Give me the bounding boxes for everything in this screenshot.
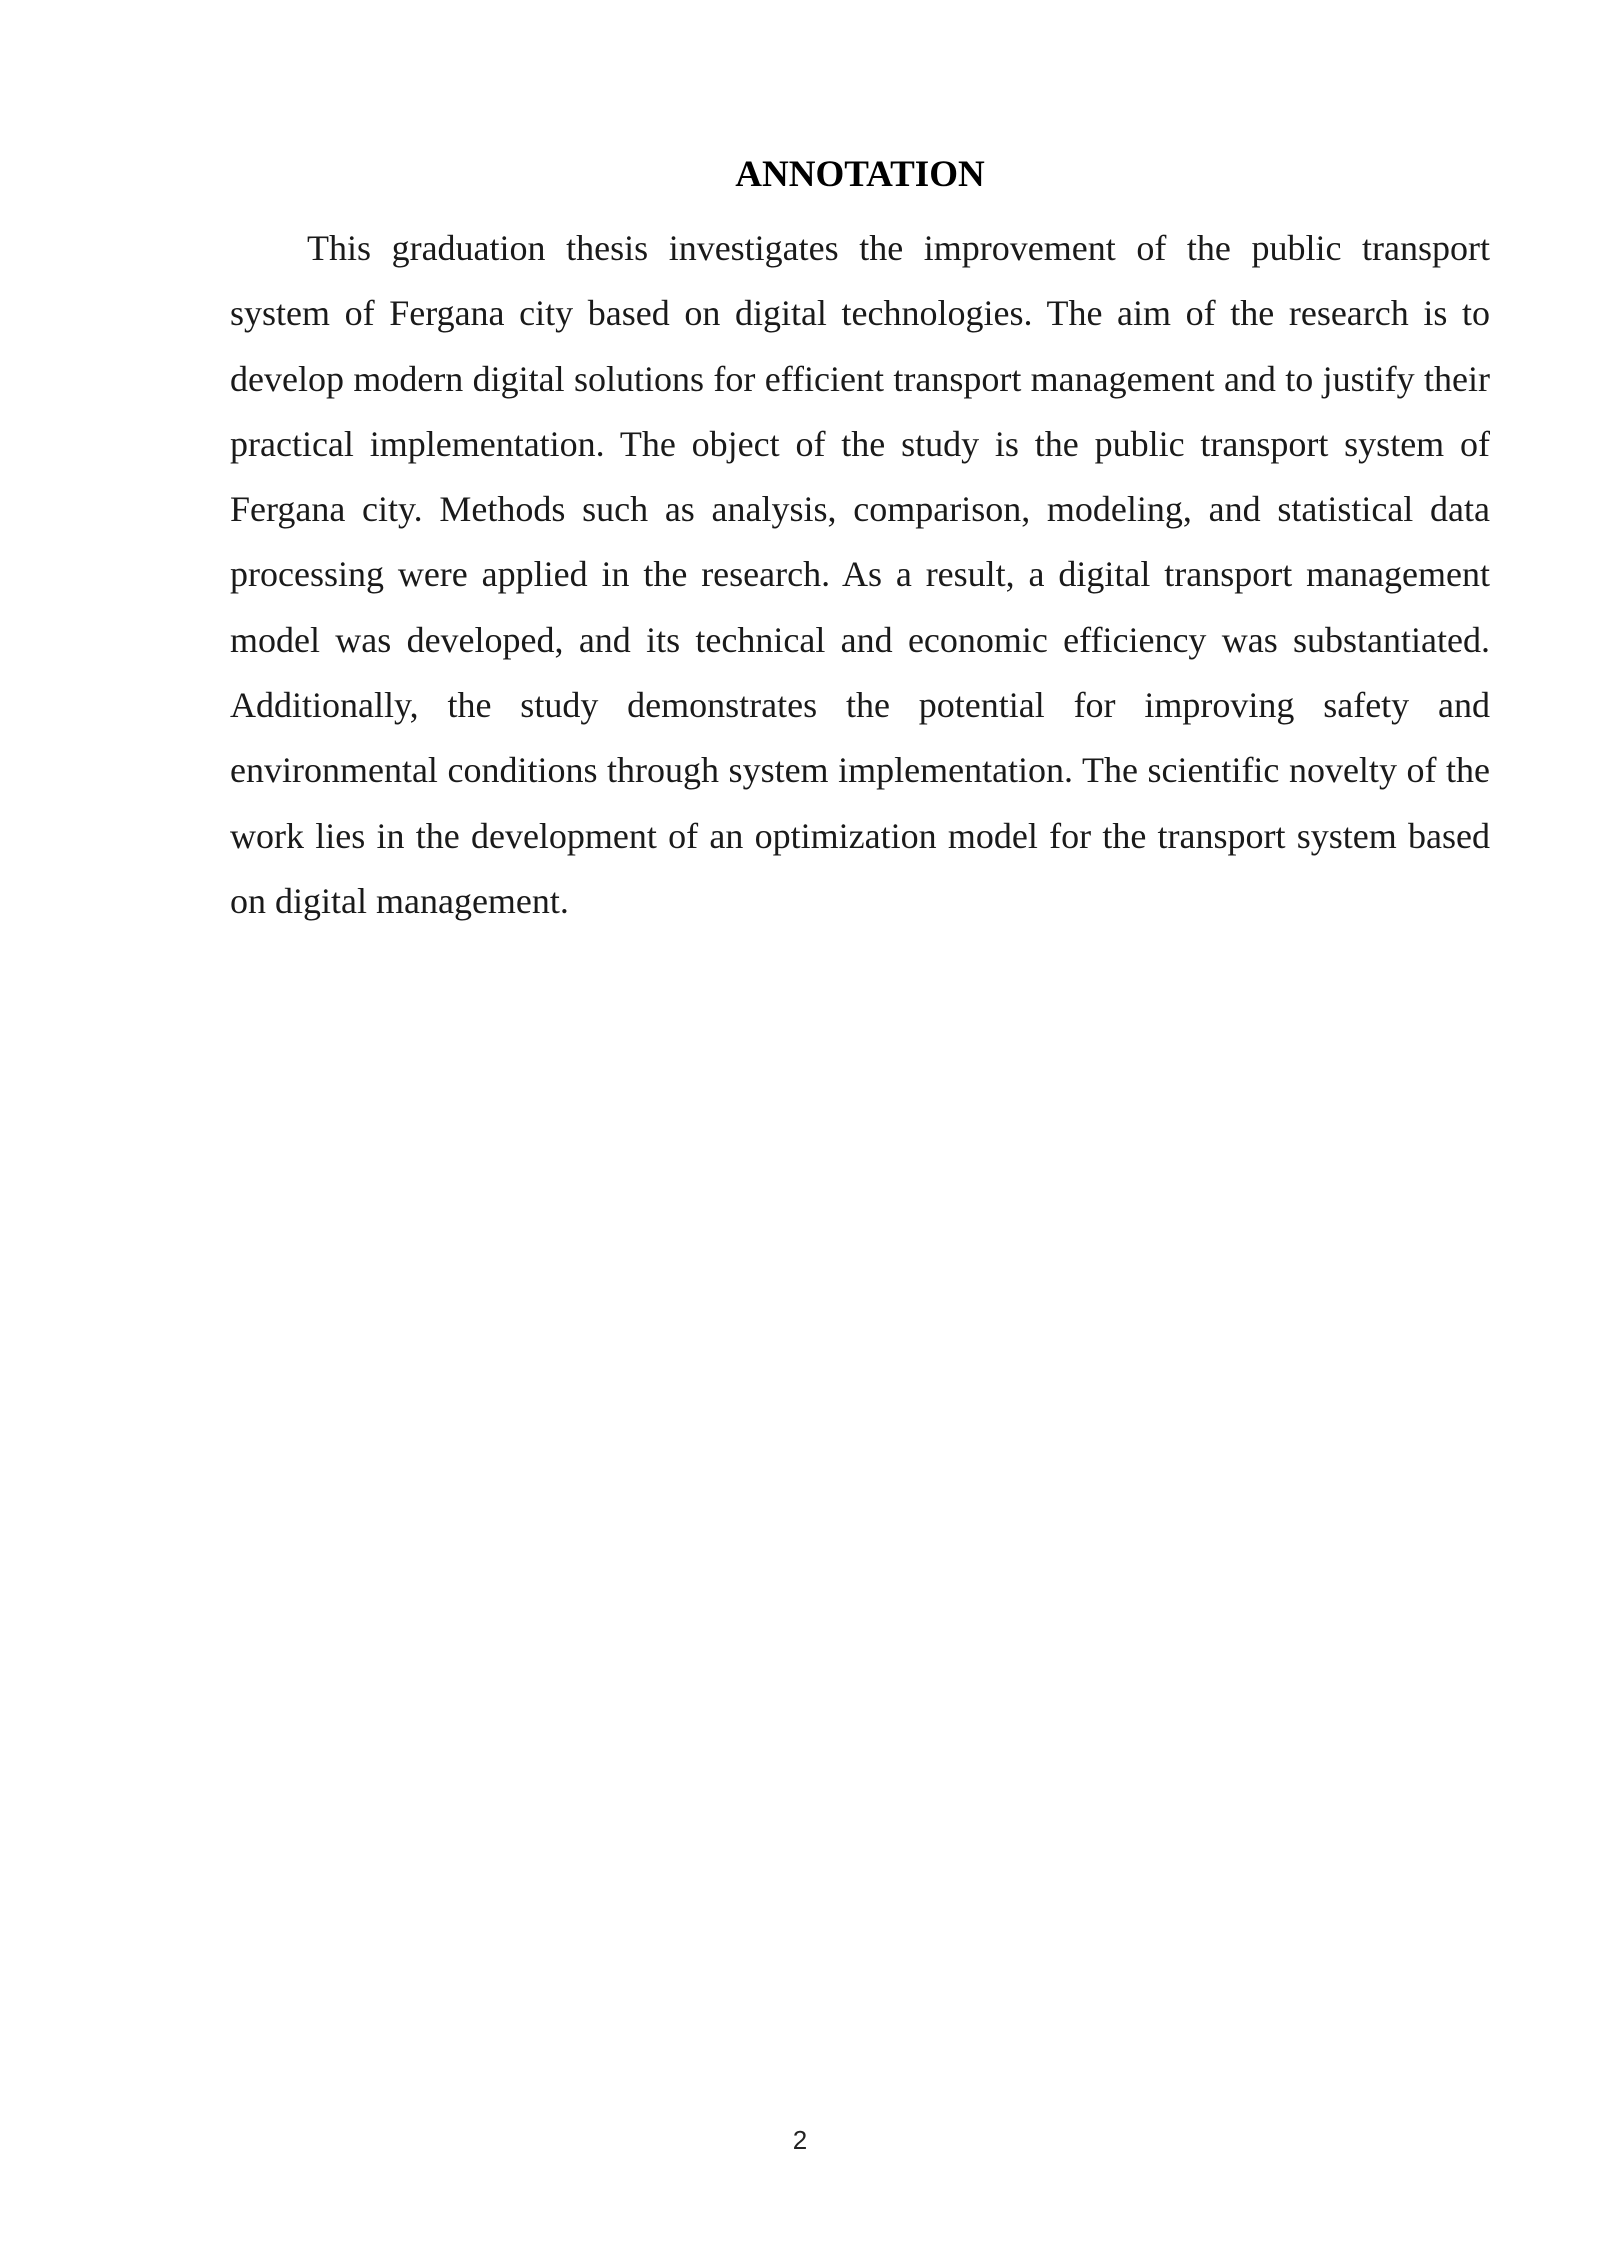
annotation-heading: ANNOTATION xyxy=(735,154,985,195)
annotation-paragraph: This graduation thesis investigates the improvement of the public transport system of Fergana city based on digital technologies. The aim of the research is to develop modern digital solutions for efficient transport management and to justify their practical implementation. The object of the study is the public transport system of Fergana city. Methods such as analysis, comparison, modeling, and statistical data processing were applied in the research. As a result, a digital transport management model was developed, and its technical and economic efficiency was substantiated. Additionally, the study demonstrates the potential for improving safety and environmental conditions through system implementation. The scientific novelty of the work lies in the development of an optimization model for the transport system based on digital management. xyxy=(230,228,1490,921)
page-number: 2 xyxy=(792,2125,808,2155)
